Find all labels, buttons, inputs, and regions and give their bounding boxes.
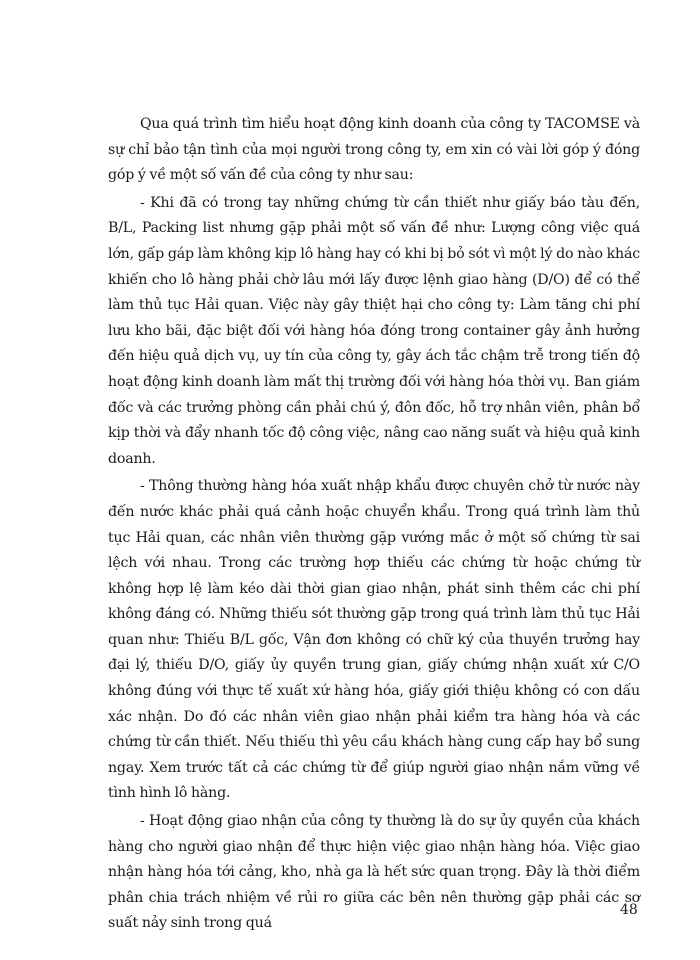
paragraph-delivery-activity: - Hoạt động giao nhận của công ty thường là do sự ủy quyền của khách hàng cho người giao nhận để thực hiện việc giao nhận hàng hóa. Việc giao nhận hàng hóa tới cảng, kho, nhà ga là hết sức quan trọng. Đây là thời điểm phân chia trách nhiệm về rủi ro giữa các bên nên thường gặp phải các sơ suất nảy sinh trong quá [108,813,640,932]
paragraph-customs-issues: - Thông thường hàng hóa xuất nhập khẩu được chuyên chở từ nước này đến nước khác phải quá cảnh hoặc chuyển khẩu. Trong quá trình làm thủ tục Hải quan, các nhân viên thường gặp vướng mắc ở một số chứng từ sai lệch với nhau. Trong các trường hợp thiếu các chứng từ hoặc chứng từ không hợp lệ làm kéo dài thời gian giao nhận, phát sinh thêm các chi phí không đáng có. Những thiếu sót thường gặp trong quá trình làm thủ tục Hải quan như: Thiếu B/L gốc, Vận đơn không có chữ ký của thuyền trưởng hay đại lý, thiếu D/O, giấy ủy quyền trung gian, giấy chứng nhận xuất xứ C/O không đúng với thực tế xuất xứ hàng hóa, giấy giới thiệu không có con dấu xác nhận. Do đó các nhân viên giao nhận phải kiểm tra hàng hóa và các chứng từ cần thiết. Nếu thiếu thì yêu cầu khách hàng cung cấp hay bổ sung ngay. Xem trước tất cả các chứng từ để giúp người giao nhận nắm vững về tình hình lô hàng. [108,478,640,802]
page-number: 48 [620,902,638,918]
paragraph-documents-delay: - Khi đã có trong tay những chứng từ cần thiết như giấy báo tàu đến, B/L, Packing list nhưng gặp phải một số vấn đề như: Lượng công việc quá lớn, gấp gáp làm không kịp lô hàng hay có khi bị bỏ sót vì một lý do nào khác khiến cho lô hàng phải chờ lâu mới lấy được lệnh giao hàng (D/O) để có thể làm thủ tục Hải quan. Việc này gây thiệt hại cho công ty: Làm tăng chi phí lưu kho bãi, đặc biệt đối với hàng hóa đóng trong container gây ảnh hưởng đến hiệu quả dịch vụ, uy tín của công ty, gây ách tắc chậm trễ trong tiến độ hoạt động kinh doanh làm mất thị trường đối với hàng hóa thời vụ. Ban giám đốc và các trưởng phòng cần phải chú ý, đôn đốc, hỗ trợ nhân viên, phân bổ kịp thời và đẩy nhanh tốc độ công việc, nâng cao năng suất và hiệu quả kinh doanh. [108,194,640,467]
page-body [108,112,640,939]
paragraph-intro: Qua quá trình tìm hiểu hoạt động kinh doanh của công ty TACOMSE và sự chỉ bảo tận tình của mọi người trong công ty, em xin có vài lời góp ý đóng góp ý về một số vấn đề của công ty như sau: [108,116,640,184]
